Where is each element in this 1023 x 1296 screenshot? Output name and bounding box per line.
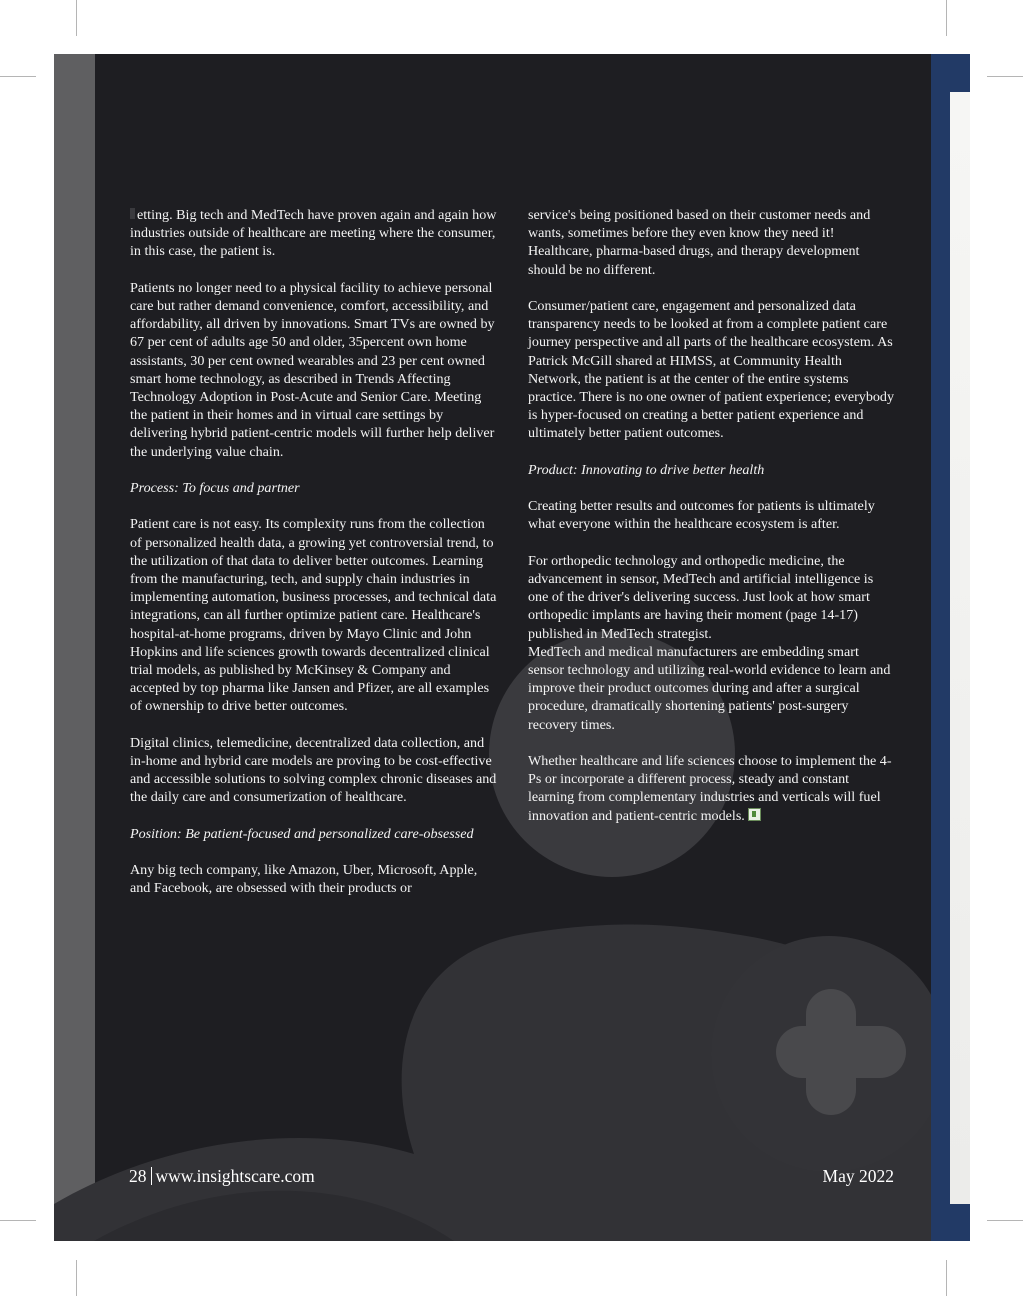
- crop-mark: [76, 1260, 77, 1296]
- end-of-article-icon: [748, 808, 761, 821]
- crop-mark: [946, 1260, 947, 1296]
- paragraph: For orthopedic technology and orthopedic medicine, the advancement in sensor, MedTech and artificial intelligence is one of the driver's delivering success. Just look at how smart orthopedic implants are having their moment (page 14-17) published in MedTech strategist.: [528, 552, 874, 642]
- paragraph: Digital clinics, telemedicine, decentralized data collection, and in-home and hybrid care models are proving to be cost-effective and accessible solutions to solving complex chronic diseases and the daily care and consumerization of healthcare.: [130, 734, 497, 806]
- page-number: 28: [129, 1166, 147, 1186]
- paragraph: Any big tech company, like Amazon, Uber, Microsoft, Apple, and Facebook, are obsessed with their products or: [130, 862, 478, 897]
- section-heading-process: Process: To focus and partner: [130, 480, 300, 497]
- paragraph: Whether healthcare and life sciences choose to implement the 4- Ps or incorporate a different process, steady and constant learning from complementary industries and verticals will fuel innovation and patient-centric models.: [528, 753, 892, 824]
- crop-mark: [946, 0, 947, 36]
- paragraph: etting. Big tech and MedTech have proven again and again how industries outside of healthcare are meeting where the consumer, in this case, the patient is.: [130, 207, 497, 260]
- crop-mark: [76, 0, 77, 36]
- footer-divider: [151, 1167, 152, 1185]
- paragraph: MedTech and medical manufacturers are embedding smart sensor technology and utilizing real-world evidence to learn and improve their product outcomes during and after a surgical procedure, dramatically shortening patients' post-surgery recovery times.: [528, 643, 891, 733]
- section-heading-product: Product: Innovating to drive better health: [528, 461, 765, 478]
- article-column-left: [130, 206, 498, 916]
- page-footer-left: [129, 1166, 315, 1187]
- paragraph: Patients no longer need to a physical facility to achieve personal care but rather demand convenience, comfort, accessibility, and affordability, all driven by innovations. Smart TVs are owned by 67 per cent of adults age 50 and older, 35percent own home assistants, 30 per cent owned wearables and 23 per cent owned smart home technology, as described in Trends Affecting Technology Adoption in Post-Acute and Senior Care. Meeting the patient in their homes and in virtual care settings by delivering hybrid patient-centric models will further help deliver the underlying value chain.: [130, 279, 495, 460]
- article-column-right: [528, 206, 896, 843]
- crop-mark: [0, 1220, 36, 1221]
- paragraph: Creating better results and outcomes for patients is ultimately what everyone within the healthcare ecosystem is after.: [528, 498, 875, 533]
- website-link[interactable]: www.insightscare.com: [155, 1166, 315, 1186]
- issue-date: May 2022: [822, 1166, 894, 1186]
- crop-mark: [0, 76, 36, 77]
- crop-mark: [987, 76, 1023, 77]
- paragraph: Patient care is not easy. Its complexity runs from the collection of personalized health data, a growing yet controversial trend, to the utilization of that data to deliver better outcomes. Learning from the manufacturing, tech, and supply chain industries in implementing automation, business processes, and technical data integrations, can all further optimize patient care. Healthcare's hospital-at-home programs, driven by Mayo Clinic and John Hopkins and life sciences growth towards decentralized clinical trial models, as published by McKinsey & Company and accepted by top pharma like Jansen and Pfizer, are all examples of ownership to drive better outcomes.: [130, 516, 497, 715]
- drop-cap-fragment: [130, 208, 135, 219]
- paragraph: service's being positioned based on their customer needs and wants, sometimes before they even know they need it! Healthcare, pharma-based drugs, and therapy development should be no different.: [528, 207, 871, 278]
- right-edge-photo: [950, 92, 970, 1204]
- section-heading-position: Position: Be patient-focused and personalized care-obsessed: [130, 825, 474, 842]
- magazine-page: [54, 54, 970, 1241]
- paragraph: Consumer/patient care, engagement and personalized data transparency needs to be looked at from a complete patient care journey perspective and all parts of the healthcare ecosystem. As Patrick McGill shared at HIMSS, at Community Health Network, the patient is at the center of the entire systems practice. There is no one owner of patient experience; everybody is hyper-focused on creating a better patient experience and ultimately better patient outcomes.: [528, 298, 895, 442]
- crop-mark: [987, 1220, 1023, 1221]
